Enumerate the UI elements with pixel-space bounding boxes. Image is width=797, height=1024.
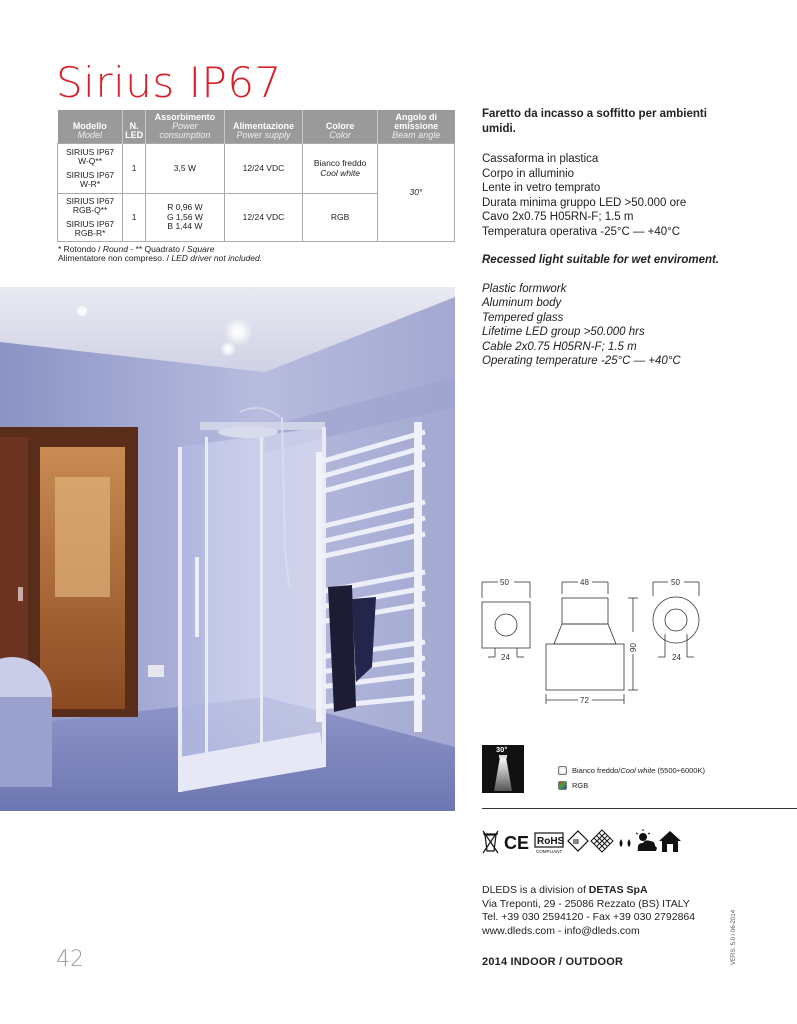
spec-line: Cassaforma in plastica xyxy=(482,153,599,165)
spec-line: Aluminum body xyxy=(482,297,562,309)
description-headline-en: Recessed light suitable for wet enviroment. xyxy=(482,254,720,266)
side-profile-view xyxy=(546,582,638,704)
header-led: N. LED xyxy=(123,110,146,144)
company-web: www.dleds.com - info@dleds.com xyxy=(482,924,640,937)
cell-led: 1 xyxy=(123,194,146,242)
header-supply: Alimentazione Power supply xyxy=(224,110,303,144)
rgb-swatch-icon xyxy=(558,781,567,790)
spec-line: Operating temperature -25°C — +40°C xyxy=(482,355,681,367)
header-model: Modello Model xyxy=(58,110,123,144)
table-header-row xyxy=(58,110,455,144)
color-legend xyxy=(558,763,705,793)
company-info: DLEDS is a division of DETAS SpA Via Treponti, 29 - 25086 Rezzato (BS) ITALY Tel. +39 030 2594120 - Fax +39 030 2792864 www.dleds.com - info@dleds.com xyxy=(482,884,696,937)
bathroom-photo xyxy=(0,287,455,811)
dim-side-bottom: 72 xyxy=(580,696,589,705)
header-power: Assorbimento Power consumption xyxy=(146,110,225,144)
dim-side-top: 48 xyxy=(580,578,589,587)
cell-power: 3,5 W xyxy=(146,144,225,194)
spec-line: Corpo in alluminio xyxy=(482,167,575,180)
rohs-icon xyxy=(535,833,565,854)
spec-line: Cavo 2x0.75 H05RN-F; 1.5 m xyxy=(482,211,634,223)
dim-square-hole: 24 xyxy=(501,653,510,662)
dim-round-width: 50 xyxy=(671,578,680,587)
svg-text:COMPLIANT: COMPLIANT xyxy=(536,849,563,854)
dim-side-height: 90 xyxy=(629,643,638,652)
description-headline-it: Faretto da incasso a soffitto per ambienti umidi. xyxy=(482,108,707,135)
svg-text:RoHS: RoHS xyxy=(537,836,565,847)
spec-line: Lente in vetro temprato xyxy=(482,182,601,194)
spec-line: Tempered glass xyxy=(482,311,564,324)
weee-bin-icon xyxy=(483,831,498,853)
dimension-drawings xyxy=(478,572,718,712)
round-front-view xyxy=(653,582,699,657)
version-label: VERS. 5.0 / 06-2014 xyxy=(731,909,737,965)
cell-supply: 12/24 VDC xyxy=(224,144,303,194)
legend-cool-white: Bianco freddo/Cool white (5500÷6000K) xyxy=(558,763,705,778)
cell-model: SIRIUS IP67 W-Q** SIRIUS IP67 W-R* xyxy=(58,144,123,194)
spec-line: Temperatura operativa -25°C — +40°C xyxy=(482,225,681,238)
class-iii-icon xyxy=(568,831,588,851)
spec-line: Durata minima gruppo LED >50.000 ore xyxy=(482,196,687,209)
ip67-drops-icon xyxy=(620,839,631,847)
cell-angle: 30° xyxy=(377,144,454,242)
dim-square-width: 50 xyxy=(500,578,509,587)
product-description xyxy=(482,107,732,369)
legend-rgb: RGB xyxy=(558,778,705,793)
installation-grid-icon xyxy=(591,830,613,852)
svg-text:III: III xyxy=(573,839,579,846)
page-title: Sirius IP67 xyxy=(56,58,282,107)
cell-supply: 12/24 VDC xyxy=(224,194,303,242)
cell-color: Bianco freddo Cool white xyxy=(303,144,378,194)
spec-line: Cable 2x0.75 H05RN-F; 1.5 m xyxy=(482,340,637,353)
spec-line: Lifetime LED group >50.000 hrs xyxy=(482,326,645,338)
dim-round-hole: 24 xyxy=(672,653,681,662)
company-phone: Tel. +39 030 2594120 - Fax +39 030 2792864 xyxy=(482,911,696,923)
table-row xyxy=(58,144,455,194)
divider xyxy=(482,808,797,809)
certification-icons xyxy=(482,827,702,857)
beam-angle-label: 30° xyxy=(496,745,508,754)
table-notes: * Rotondo / Round - ** Quadrato / Square Alimentatore non compreso. / LED driver not included. xyxy=(58,244,263,263)
ce-mark-icon: CE xyxy=(504,833,530,853)
cell-model: SIRIUS IP67 RGB-Q** SIRIUS IP67 RGB-R* xyxy=(58,194,123,242)
header-color: Colore Color xyxy=(303,110,378,144)
cool-white-swatch-icon xyxy=(558,766,567,775)
cell-color: RGB xyxy=(303,194,378,242)
spec-table xyxy=(57,110,455,242)
header-angle: Angolo di emissione Beam angle xyxy=(377,110,454,144)
beam-angle-graphic xyxy=(482,745,524,793)
indoor-house-icon xyxy=(659,831,681,852)
square-front-view xyxy=(482,582,530,657)
page-number: 42 xyxy=(56,947,84,972)
catalog-footer: 2014 INDOOR / OUTDOOR xyxy=(482,956,624,968)
cell-led: 1 xyxy=(123,144,146,194)
company-address: Via Treponti, 29 - 25086 Rezzato (BS) ITALY xyxy=(482,897,690,910)
spec-line: Plastic formwork xyxy=(482,282,567,295)
weather-outdoor-icon xyxy=(636,829,657,851)
cell-power: R 0,96 W G 1,56 W B 1,44 W xyxy=(146,194,225,242)
